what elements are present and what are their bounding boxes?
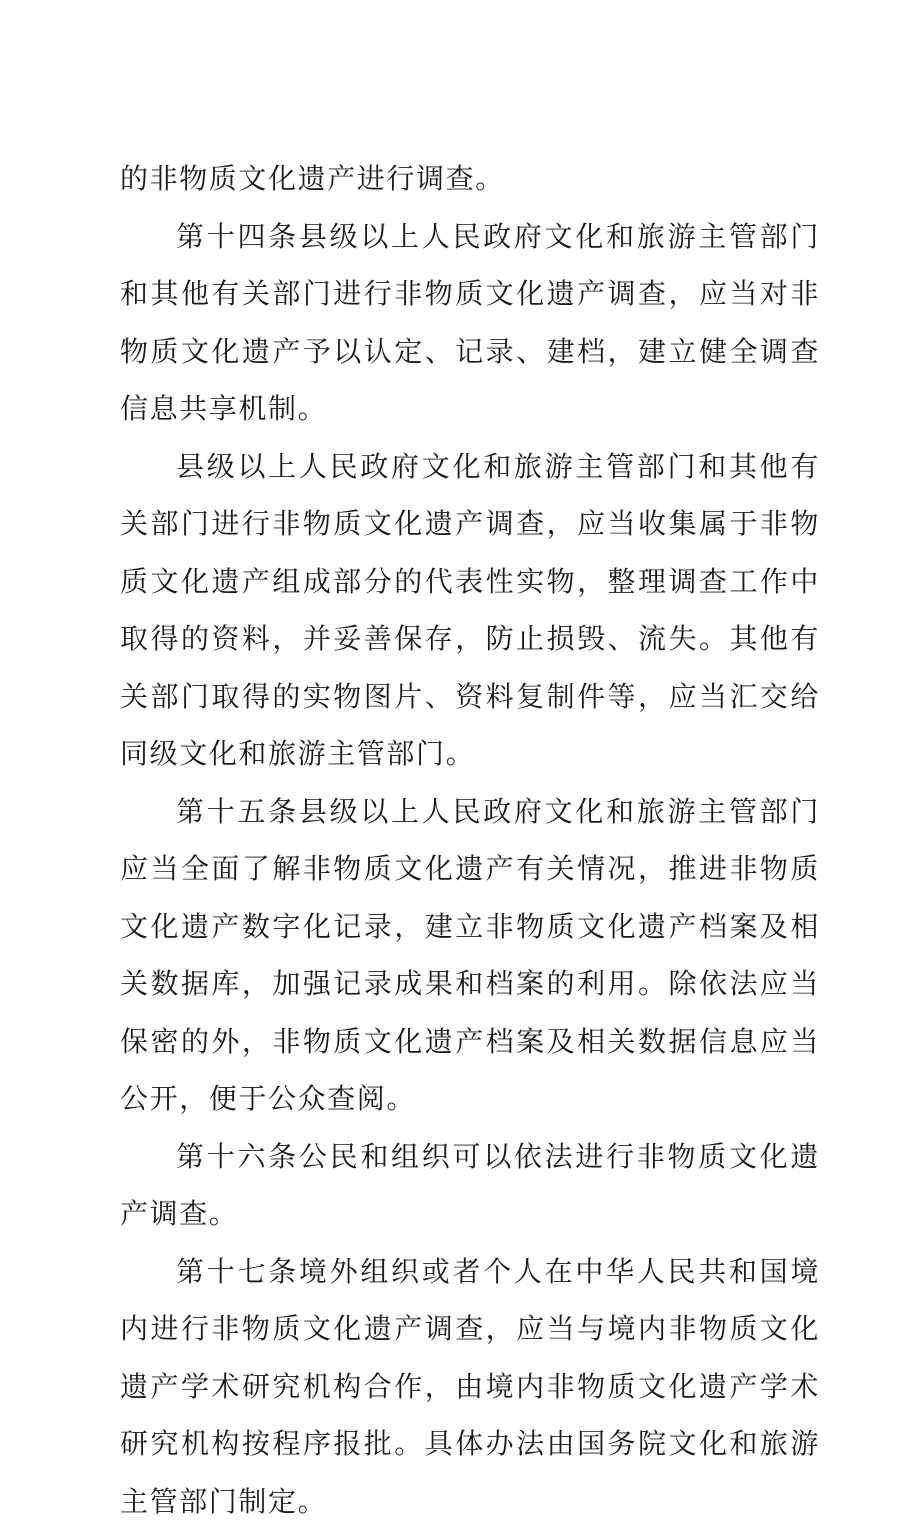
paragraph-article-15: 第十五条县级以上人民政府文化和旅游主管部门应当全面了解非物质文化遗产有关情况，推进非物质文化遗产数字化记录，建立非物质文化遗产档案及相关数据库，加强记录成果和档案的利用。除依法应当保密的外，非物质文化遗产档案及相关数据信息应当公开，便于公众查阅。 [120,783,820,1128]
document-body [120,150,820,1530]
paragraph-article-17: 第十七条境外组织或者个人在中华人民共和国境内进行非物质文化遗产调查，应当与境内非物质文化遗产学术研究机构合作，由境内非物质文化遗产学术研究机构按程序报批。具体办法由国务院文化和旅游主管部门制定。 [120,1243,820,1530]
paragraph-continuation: 的非物质文化遗产进行调查。 [120,150,820,208]
paragraph-article-14-clause-2: 县级以上人民政府文化和旅游主管部门和其他有关部门进行非物质文化遗产调查，应当收集属于非物质文化遗产组成部分的代表性实物，整理调查工作中取得的资料，并妥善保存，防止损毁、流失。其他有关部门取得的实物图片、资料复制件等，应当汇交给同级文化和旅游主管部门。 [120,438,820,783]
paragraph-article-16: 第十六条公民和组织可以依法进行非物质文化遗产调查。 [120,1128,820,1243]
paragraph-article-14: 第十四条县级以上人民政府文化和旅游主管部门和其他有关部门进行非物质文化遗产调查，应当对非物质文化遗产予以认定、记录、建档，建立健全调查信息共享机制。 [120,208,820,438]
